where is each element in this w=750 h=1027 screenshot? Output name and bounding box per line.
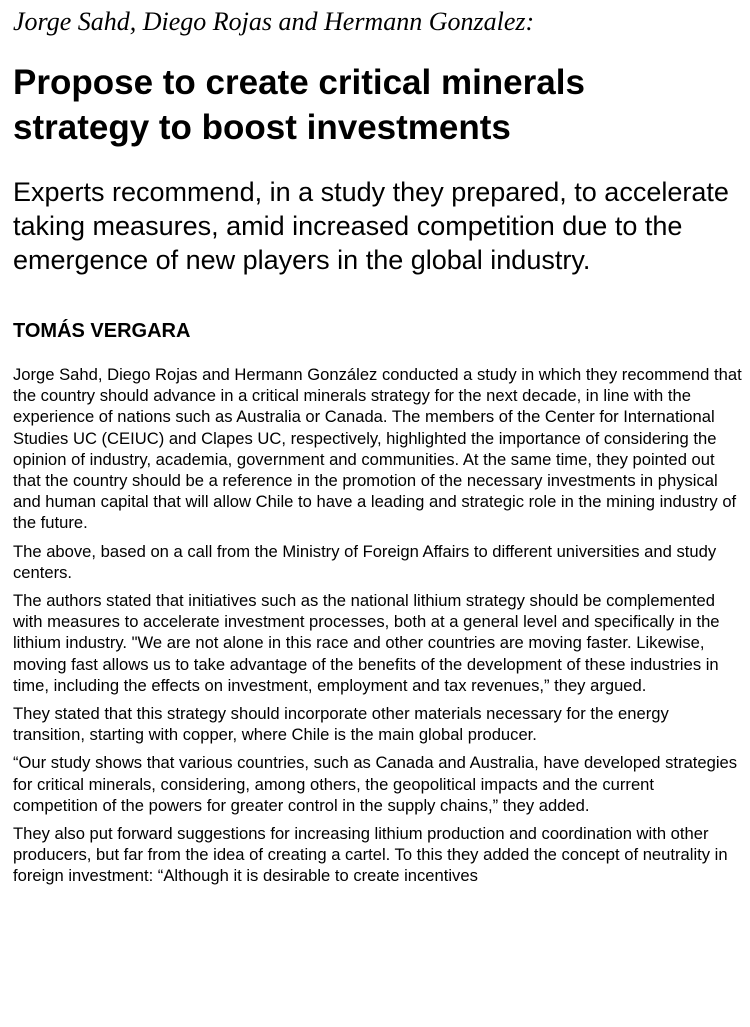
article-paragraph: They also put forward suggestions for increasing lithium production and coordination with other producers, but far from the idea of creating a cartel. To this they added the concept of neutrality in foreign investment: “Although it is desirable to create incentives (13, 824, 728, 886)
article-paragraph: The authors stated that initiatives such as the national lithium strategy should be complemented with measures to accelerate investment processes, both at a general level and specifically in the lithium industry. "We are not alone in this race and other countries are moving faster. Likewise, moving fast allows us to take advantage of the benefits of the development of these industries in time, including the effects on investment, employment and tax revenues,” they argued. (13, 591, 720, 695)
article-paragraph: They stated that this strategy should incorporate other materials necessary for the energy transition, starting with copper, where Chile is the main global producer. (13, 704, 669, 745)
article-paragraph: Jorge Sahd, Diego Rojas and Hermann González conducted a study in which they recommend that the country should advance in a critical minerals strategy for the next decade, in line with the experience of nations such as Australia or Canada. The members of the Center for International Studies UC (CEIUC) and Clapes UC, respectively, highlighted the importance of considering the opinion of industry, academia, government and communities. At the same time, they pointed out that the country should be a reference in the promotion of the necessary investments in physical and human capital that will allow Chile to have a leading and strategic role in the mining industry of the future. (13, 365, 742, 533)
article-headline: Propose to create critical minerals strategy to boost investments (13, 63, 585, 147)
article-paragraph: The above, based on a call from the Ministry of Foreign Affairs to different universities and study centers. (13, 541, 717, 582)
article-body (13, 364, 743, 887)
article-paragraph: “Our study shows that various countries, such as Canada and Australia, have developed strategies for critical minerals, considering, among others, the geopolitical impacts and the current competition of the powers for greater control in the supply chains,” they added. (13, 753, 738, 815)
article-byline: TOMÁS VERGARA (13, 320, 191, 342)
article-subheadline: Experts recommend, in a study they prepared, to accelerate taking measures, amid increased competition due to the emergence of new players in the global industry. (13, 177, 729, 275)
article-kicker: Jorge Sahd, Diego Rojas and Hermann Gonzalez: (13, 7, 535, 36)
